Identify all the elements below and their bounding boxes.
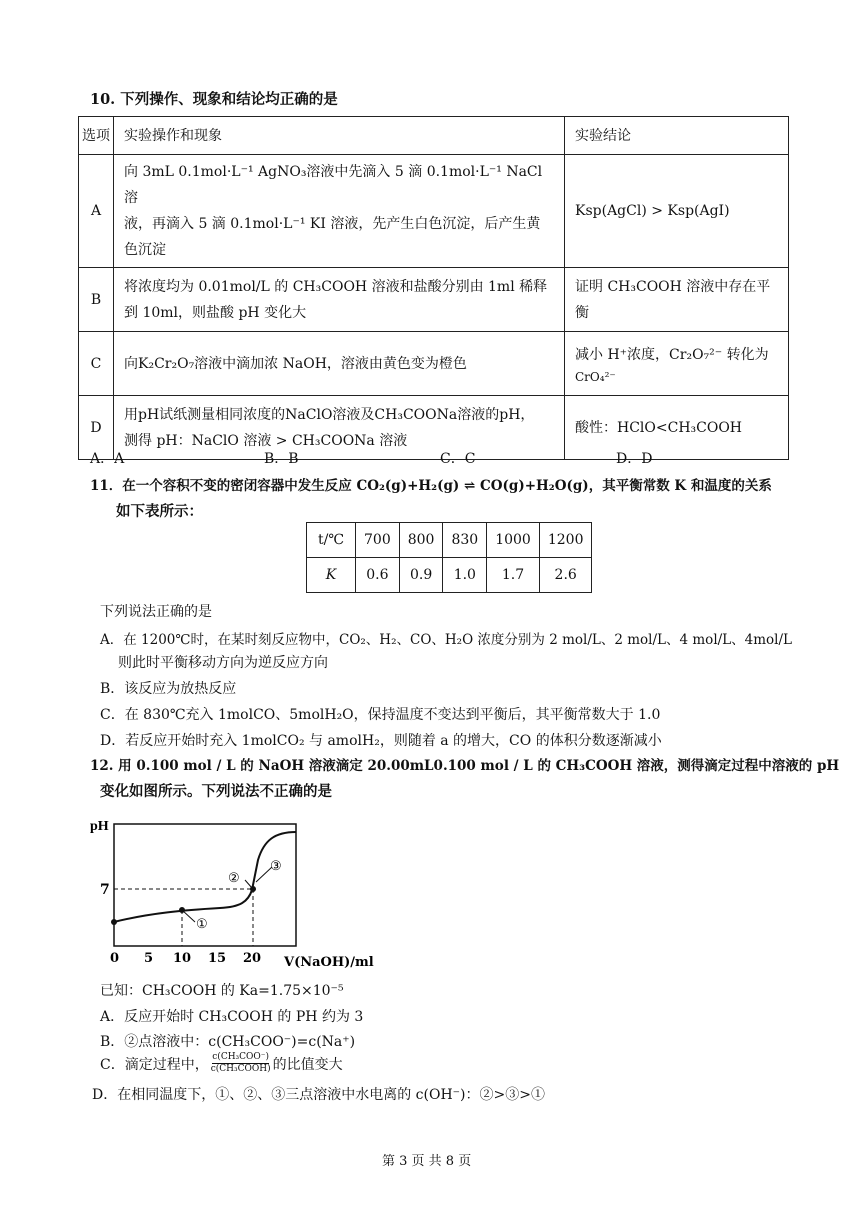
row-a-operation <box>114 155 565 268</box>
row-b-concl-line: 衡 <box>575 304 589 321</box>
point-3-label: ③ <box>270 859 282 874</box>
point-2-label: ② <box>228 871 240 886</box>
temp-cell: 700 <box>356 523 400 558</box>
q12-option-c <box>100 1052 343 1075</box>
q12-fraction <box>211 1052 271 1075</box>
q11-stem-line2: 如下表所示： <box>116 503 203 520</box>
temp-head: t/℃ <box>307 523 356 558</box>
q12-option-a: A．反应开始时 CH₃COOH 的 PH 约为 3 <box>100 1009 364 1025</box>
choice-c: C．C <box>440 451 476 467</box>
k-cell: 0.6 <box>356 558 400 593</box>
q11-option-a2: 则此时平衡移动方向为逆反应方向 <box>118 655 328 671</box>
row-d-line: 用pH试纸测量相同浓度的NaClO溶液及CH₃COONa溶液的pH， <box>124 406 535 423</box>
row-c-concl-line: CrO₄²⁻ <box>575 369 616 384</box>
row-b-line: 到 10ml，则盐酸 pH 变化大 <box>124 304 307 321</box>
q12-stem-line2: 变化如图所示。下列说法不正确的是 <box>100 783 332 800</box>
q12-known: 已知：CH₃COOH 的 Ka=1.75×10⁻⁵ <box>100 983 344 999</box>
titration-curve-figure <box>80 810 380 970</box>
k-cell: 1.0 <box>443 558 487 593</box>
x-tick-10: 10 <box>173 951 192 966</box>
row-a-conclusion: Ksp(AgCl) > Ksp(AgI) <box>565 155 789 268</box>
fraction-numerator: c(CH₃COO⁻) <box>212 1052 270 1062</box>
q12-option-c-suffix: 的比值变大 <box>272 1056 343 1073</box>
k-cell: 1.7 <box>487 558 540 593</box>
row-a-line: 液，再滴入 5 滴 0.1mol·L⁻¹ KI 溶液，先产生白色沉淀，后产生黄 <box>124 216 541 232</box>
row-a-line: 向 3mL 0.1mol·L⁻¹ AgNO₃溶液中先滴入 5 滴 0.1mol·L⁻¹ NaCl 溶 <box>124 164 543 206</box>
choice-a: A．A <box>90 451 125 467</box>
q11-option-a1: A．在 1200℃时，在某时刻反应物中，CO₂、H₂、CO、H₂O 浓度分别为 2 mol/L、2 mol/L、4 mol/L、4mol/L <box>100 632 792 648</box>
q10-stem: 10. 下列操作、现象和结论均正确的是 <box>90 91 338 108</box>
point-1-label: ① <box>196 917 208 932</box>
k-head: K <box>307 558 356 593</box>
row-b-conclusion <box>565 268 789 332</box>
q11-option-c: C．在 830℃充入 1molCO、5molH₂O，保持温度不变达到平衡后，其平衡常数大于 1.0 <box>100 707 661 723</box>
y-axis-label: pH <box>90 819 109 834</box>
point-start <box>111 919 117 925</box>
row-c-operation: 向K₂Cr₂O₇溶液中滴加浓 NaOH，溶液由黄色变为橙色 <box>114 332 565 396</box>
x-axis-label: V(NaOH)/ml <box>284 955 374 970</box>
q11-option-d: D．若反应开始时充入 1molCO₂ 与 amolH₂，则随着 a 的增大，CO 的体积分数逐渐减小 <box>100 733 662 749</box>
q11-k-table <box>306 522 592 593</box>
header-option: 选项 <box>79 117 114 155</box>
page-footer: 第 3 页 共 8 页 <box>382 1154 472 1169</box>
q11-sub: 下列说法正确的是 <box>100 604 212 620</box>
row-a-line: 色沉淀 <box>124 242 166 258</box>
row-b-concl-line: 证明 CH₃COOH 溶液中存在平 <box>575 278 771 295</box>
row-d-option: D <box>79 396 114 460</box>
x-tick-20: 20 <box>243 951 262 966</box>
row-b-line: 将浓度均为 0.01mol/L 的 CH₃COOH 溶液和盐酸分别由 1ml 稀释 <box>124 278 548 295</box>
choice-d: D．D <box>616 451 653 467</box>
x-tick-0: 0 <box>110 951 120 966</box>
row-c-conclusion <box>565 332 789 396</box>
fraction-denominator: c(CH₃COOH) <box>210 1064 271 1074</box>
q10-table <box>78 116 789 460</box>
temp-cell: 830 <box>443 523 487 558</box>
row-d-operation <box>114 396 565 460</box>
q12-stem-line1: 12. 用 0.100 mol / L 的 NaOH 溶液滴定 20.00mL0.100 mol / L 的 CH₃COOH 溶液，测得滴定过程中溶液的 pH <box>90 758 840 774</box>
x-tick-5: 5 <box>144 951 154 966</box>
point-2-leader <box>245 880 252 888</box>
k-cell: 0.9 <box>399 558 443 593</box>
header-operation: 实验操作和现象 <box>114 117 565 155</box>
y-tick-7: 7 <box>100 882 110 898</box>
point-1-leader <box>182 910 195 922</box>
temp-cell: 1200 <box>539 523 592 558</box>
q12-option-c-prefix: C．滴定过程中， <box>100 1056 209 1073</box>
temp-cell: 800 <box>399 523 443 558</box>
row-b-option: B <box>79 268 114 332</box>
row-c-concl-line: 减小 H⁺浓度，Cr₂O₇²⁻ 转化为 <box>575 346 769 363</box>
q12-option-d: D．在相同温度下，①、②、③三点溶液中水电离的 c(OH⁻)：②>③>① <box>92 1087 545 1103</box>
temp-cell: 1000 <box>487 523 540 558</box>
q11-option-b: B．该反应为放热反应 <box>100 681 237 697</box>
row-d-line: 测得 pH：NaClO 溶液 > CH₃COONa 溶液 <box>124 432 408 449</box>
titration-curve <box>114 832 296 922</box>
x-tick-15: 15 <box>208 951 227 966</box>
header-conclusion: 实验结论 <box>565 117 789 155</box>
q11-stem-line1: 11．在一个容积不变的密闭容器中发生反应 CO₂(g)+H₂(g) ⇌ CO(g)+H₂O(g)，其平衡常数 K 和温度的关系 <box>90 478 772 494</box>
k-cell: 2.6 <box>539 558 592 593</box>
row-b-operation <box>114 268 565 332</box>
row-a-option: A <box>79 155 114 268</box>
row-d-conclusion: 酸性：HClO<CH₃COOH <box>565 396 789 460</box>
row-c-option: C <box>79 332 114 396</box>
choice-b: B．B <box>264 451 299 467</box>
q12-option-b: B．②点溶液中：c(CH₃COO⁻)=c(Na⁺) <box>100 1034 356 1050</box>
